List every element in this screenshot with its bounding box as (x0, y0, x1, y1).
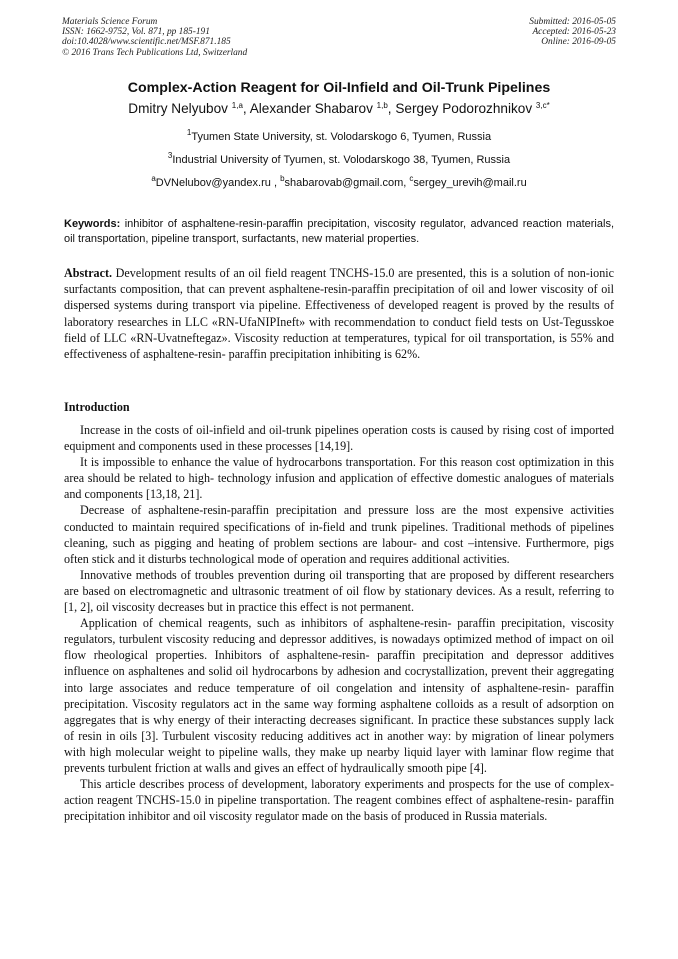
author-name: Sergey Podorozhnikov (395, 101, 533, 116)
affiliation-text: Tyumen State University, st. Volodarskogo 6, Tyumen, Russia (191, 131, 492, 143)
paper-title: Complex-Action Reagent for Oil-Infield and Oil-Trunk Pipelines (127, 80, 551, 96)
journal-copyright: © 2016 Trans Tech Publications Ltd, Switzerland (62, 47, 248, 58)
online-date: Online: 2016-09-05 (541, 37, 616, 48)
email-list: $^a$DVNelubov@yandex.ru , $^b$shabarovab@gmail.com, $^c$sergey_urevih@mail.ru (151, 174, 527, 189)
affiliation (0, 128, 678, 143)
accepted-date: Accepted: 2016-05-23 (532, 27, 616, 38)
paragraph: Innovative methods of troubles prevention during oil transporting that are proposed by different researchers are based on electromagnetic and ultrasonic treatment of oil flow by stationary devices. As a result, referring to [1, 2], oil viscosity decreases but in practice this effect is not permanent. (64, 567, 614, 615)
affiliation-mark: 1 (186, 128, 192, 138)
affiliation-mark: 3 (167, 151, 173, 161)
affiliation-text: Industrial University of Tyumen, st. Volodarskogo 38, Tyumen, Russia (172, 154, 511, 166)
abstract-label: Abstract. (64, 266, 113, 280)
affiliation (0, 151, 678, 166)
email-address[interactable]: shabarovab@gmail.com (284, 177, 404, 189)
submitted-date: Submitted: 2016-05-05 (529, 17, 616, 27)
journal-name: Materials Science Forum (62, 17, 158, 27)
keywords-text: inhibitor of asphaltene-resin-paraffin precipitation, viscosity regulator, advanced reaction materials, oil transportation, pipeline transport, surfactants, new material properties. (64, 218, 614, 245)
paragraph: This article describes process of development, laboratory experiments and prospects for the use of complex-action reagent TNCHS-15.0 in pipeline transportation. The reagent combines effect of asphaltene-resin- paraffin precipitation inhibitor and oil viscosity regulator made on the basis of produced in Russia materials. (64, 777, 614, 824)
introduction-body (64, 422, 614, 824)
email-mark: b (280, 174, 285, 184)
email-mark: c (409, 174, 414, 184)
email-address[interactable]: DVNelubov@yandex.ru (155, 177, 271, 189)
abstract-text: Development results of an oil field reagent TNCHS-15.0 are presented, this is a solution of non-ionic surfactants composition, that can prevent asphaltene-resin-paraffin precipitation of oil and lower viscosity of oil dispersed systems during transport via pipeline. Effectiveness of developed reagent is proved by the results of laboratory researches in LLC «RN-UfaNIPIneft» with recommendation to conduct field tests on Ust-Tegusskoe field of LLC «RN-Uvatneftegaz». Viscosity reduction at temperatures, typical for oil transportation, is 55% and effectiveness of asphaltene-resin- paraffin precipitation inhibiting is 62%. (64, 266, 614, 362)
paragraph: Decrease of asphaltene-resin-paraffin precipitation and pressure loss are the most expensive activities conducted to maintain required specifications of in-field and trunk pipelines. Traditional methods of pipelines cleaning, such as pigging and heating of problem sections are labour- and cost –intensive. Furthermore, pigs often stick and it disturbs technological mode of operation and requires additional activities. (64, 503, 614, 566)
paragraph: Application of chemical reagents, such as inhibitors of asphaltene-resin- paraffin precipitation, viscosity regulators, turbulent viscosity reducing and depressor additives, is nowadays optimized method of impact on oil flow rheological properties. Inhibitors of asphaltene-resin- paraffin precipitation and depressor additives influence on asphaltenes and solid oil hydrocarbons by adhesion and cocrystallization, prevent their aggregating into large associates and reduce temperature of oil congelation and intensity of asphaltene-resin- paraffin precipitation. Viscosity regulators act in the same way forming asphaltene colloids as a result of adsorption on aggregates that is why energy of their interacting decreases significant. In practice these substances supply lack of resin in oils [3]. Turbulent viscosity reducing additives act in another way: by migration of linear polymers with high molecular weight to pipeline walls, they make up nearby liquid layer with laminar flow regime that prevents turbulent friction at walls and gives an effect of hydraulically smooth pipe [4]. (64, 616, 614, 775)
paragraph: It is impossible to enhance the value of hydrocarbons transportation. For this reason cost optimization in this area should be related to high- technology infusion and application of effective domestic analogues of materials and components [13,18, 21]. (64, 455, 614, 502)
email-mark: a (151, 174, 156, 184)
keywords-section (64, 217, 614, 246)
email-address[interactable]: sergey_urevih@mail.ru (413, 177, 527, 189)
author-affiliation-mark: 3,c* (535, 101, 550, 111)
author-affiliation-mark: 1,a (231, 101, 243, 111)
journal-doi: doi:10.4028/www.scientific.net/MSF.871.185 (62, 37, 231, 48)
abstract-section (64, 265, 614, 362)
publication-dates (529, 17, 616, 48)
journal-info (62, 17, 247, 58)
author-affiliation-mark: 1,b (376, 101, 388, 111)
keywords-label: Keywords: (64, 218, 121, 230)
section-heading-introduction: Introduction (64, 400, 130, 414)
author-name: Dmitry Nelyubov (128, 101, 228, 116)
journal-issn: ISSN: 1662-9752, Vol. 871, pp 185-191 (62, 27, 210, 38)
paragraph: Increase in the costs of oil-infield and oil-trunk pipelines operation costs is caused by rising cost of imported equipment and components used in these processes [14,19]. (64, 423, 614, 454)
author-list: Dmitry Nelyubov $^{1,a}$, Alexander Shabarov $^{1,b}$, Sergey Podorozhnikov $^{3,c*}$ (128, 101, 550, 116)
author-name: Alexander Shabarov (249, 101, 373, 116)
